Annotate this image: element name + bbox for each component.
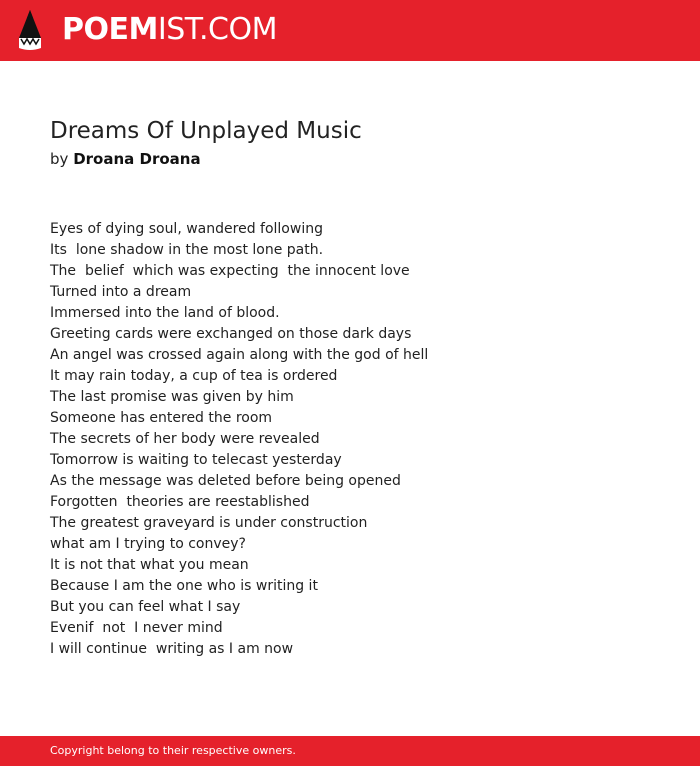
site-header [0,0,700,61]
poem-line: I will continue writing as I am now [50,641,294,657]
poem-line: Because I am the one who is writing it [50,578,318,594]
byline [50,149,201,169]
by-label: by [50,150,69,168]
poem-line: The greatest graveyard is under construction [50,515,368,531]
site-footer [0,736,700,766]
poem-line: Tomorrow is waiting to telecast yesterday [50,452,342,468]
poem-title: Dreams Of Unplayed Music [50,118,362,144]
poem-line: Someone has entered the room [50,410,273,426]
poem-body [50,219,428,660]
logo-text-light: IST.COM [157,12,277,47]
poem-line: Its lone shadow in the most lone path. [50,242,324,258]
poem-line: what am I trying to convey? [50,536,246,552]
poem-line: Forgotten theories are reestablished [50,494,310,510]
poem-line: But you can feel what I say [50,599,241,615]
site-logo[interactable] [62,12,277,48]
poem-line: Eyes of dying soul, wandered following [50,221,323,237]
poem-line: Immersed into the land of blood. [50,305,280,321]
poem-line: The last promise was given by him [50,389,294,405]
poem-line: An angel was crossed again along with the god of hell [50,347,429,363]
copyright-notice: Copyright belong to their respective owners. [50,744,296,757]
author-name: Droana Droana [73,150,201,168]
pencil-tip-icon[interactable] [16,8,44,52]
poem-line: Greeting cards were exchanged on those dark days [50,326,412,342]
poem-line: Turned into a dream [50,284,192,300]
logo-text-bold: POEM [62,12,158,47]
poem-line: Evenif not I never mind [50,620,223,636]
poem-line: It may rain today, a cup of tea is ordered [50,368,338,384]
poem-line: As the message was deleted before being opened [50,473,401,489]
poem-line: The secrets of her body were revealed [50,431,320,447]
poem-line: It is not that what you mean [50,557,249,573]
poem-line: The belief which was expecting the innocent love [50,263,410,279]
